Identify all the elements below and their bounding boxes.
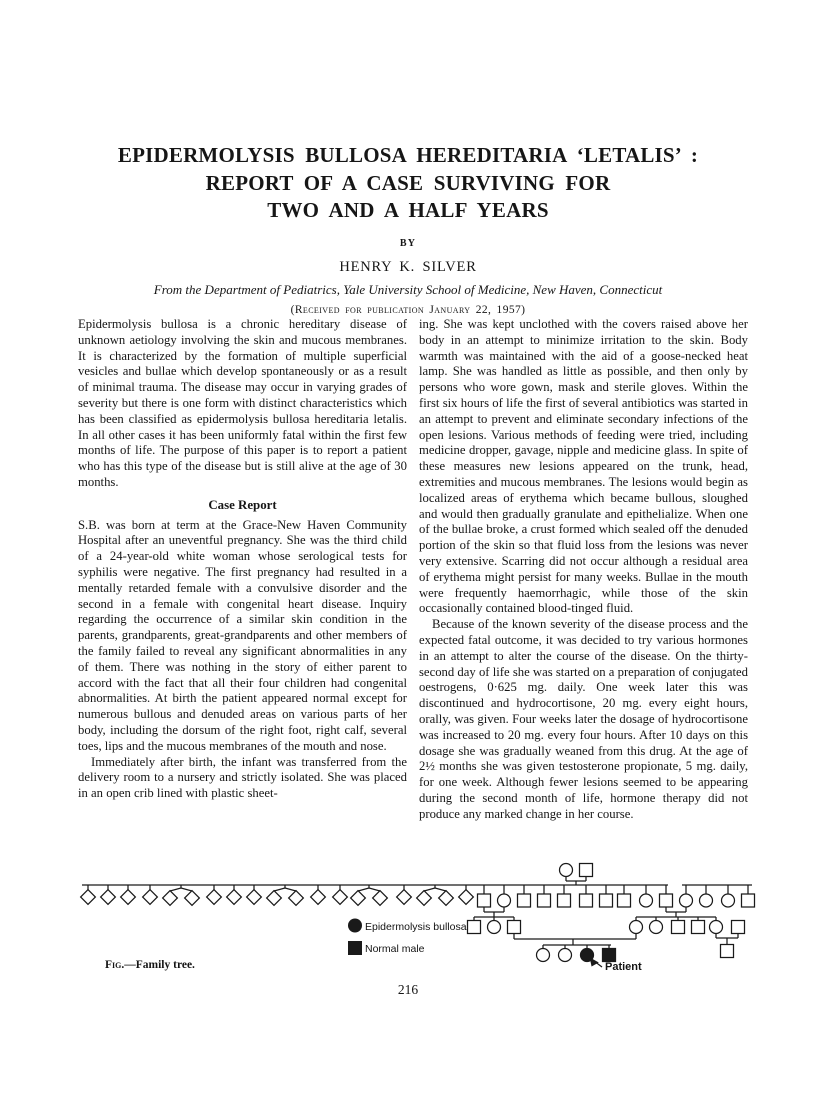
pedigree-unknown-sex [267, 891, 282, 906]
pedigree-female [680, 894, 693, 907]
figure-caption [105, 959, 195, 971]
article-title-line-2: REPORT OF A CASE SURVIVING FOR [205, 170, 611, 195]
legend-affected-circle-icon [348, 919, 362, 933]
pedigree-male [618, 894, 631, 907]
intro-paragraph: Epidermolysis bullosa is a chronic hereditary disease of unknown aetiology involving the skin and mucous membranes. It is characterized by the formation of multiple superficial vesicles and bullae which develop spontaneously or as a result of minimal trauma. The disease may occur in varying grades of severity but there is one form with distinct characteristics which has been classified as epidermolysis bullosa hereditaria letalis. In all other cases it has been uniformly fatal within the first few months of life. The purpose of this paper is to report a patient who has this type of the disease but is still alive at the age of 30 months. [78, 317, 407, 489]
pedigree-unknown-sex [247, 890, 262, 905]
hormone-therapy-paragraph: Because of the known severity of the disease process and the expected fatal outcome, it was decided to try various hormones in an attempt to alter the course of the disease. On the thirty-second day of life she was started on a preparation of conjugated oestrogens, 0·625 mg. daily. One week later this was discontinued and hydrocortisone, 20 mg. every eight hours, orally, was given. Four weeks later the dosage of hydrocortisone was increased to 20 mg. every four hours. After 10 days on this dosage she was gradually weaned from this drug. At the age of 2½ months she was given testosterone propionate, 5 mg. daily, for one week. Although fewer lesions seemed to be appearing during the second month of life, hormone therapy did not produce any marked change in her course. [419, 617, 748, 821]
pedigree-female [498, 894, 511, 907]
pedigree-female [640, 894, 653, 907]
pedigree-line [435, 888, 446, 891]
pedigree-male [672, 921, 685, 934]
pedigree-female [722, 894, 735, 907]
pedigree-male [538, 894, 551, 907]
pedigree-female [710, 921, 723, 934]
pedigree-male [732, 921, 745, 934]
pedigree-female [630, 921, 643, 934]
affiliation: From the Department of Pediatrics, Yale University School of Medicine, New Haven, Connecticut [153, 281, 663, 297]
pedigree-unknown-sex [101, 890, 116, 905]
pedigree-unknown-sex [333, 890, 348, 905]
pedigree-male [558, 894, 571, 907]
pedigree-unknown-sex [351, 891, 366, 906]
legend-normal-male-square-icon [348, 941, 362, 955]
pedigree-unknown-sex [143, 890, 158, 905]
pedigree-unknown-sex [81, 890, 96, 905]
pedigree-filled-male [603, 949, 616, 962]
pedigree-male [742, 894, 755, 907]
patient-annotation-label: Patient [605, 961, 642, 973]
pedigree-unknown-sex [163, 891, 178, 906]
pedigree-female [559, 949, 572, 962]
case-report-paragraph-2: Immediately after birth, the infant was transferred from the delivery room to a nursery and strictly isolated. She was placed in an open crib lined with plastic sheet- [78, 754, 407, 801]
received-note: (Received for publication January 22, 1957) [290, 303, 526, 316]
article-title-line-3: TWO AND A HALF YEARS [267, 198, 549, 222]
pedigree-unknown-sex [459, 890, 474, 905]
pedigree-female [560, 864, 573, 877]
pedigree-male [580, 894, 593, 907]
pedigree-unknown-sex [439, 891, 454, 906]
pedigree-male [600, 894, 613, 907]
pedigree-male [518, 894, 531, 907]
figure-caption-text: —Family tree. [124, 959, 195, 971]
pedigree-female [537, 949, 550, 962]
legend-affected-label: Epidermolysis bullosa [365, 921, 467, 933]
continuation-paragraph: ing. She was kept unclothed with the covers raised above her body in an attempt to minimize irritation to the skin. Body warmth was maintained with the aid of a goose-necked heat lamp. She was handled as little as possible, and then only by persons who wore gown, mask and sterile gloves. Within the first six hours of life the first of several antibiotics was started in an attempt to prevent and eliminate secondary infections of the open lesions. Various methods of feeding were tried, including medicine dropper, gavage, nipple and medicine glass. In spite of these measures new lesions appeared on the trunk, head, extremities and mucous membranes. The lesions would begin as localized areas of erythema which became bullous, sloughed and would then gradually granulate and epithelialize. When one of the bullae broke, a crust formed which sealed off the denuded portion of the skin so that fluid loss from the lesions was never very extensive. Scarring did not occur although a residual area of erythema might persist for many weeks. Bullae in the mouth were frequently haemorrhagic, while those of the skin occasionally contained blood-tinged fluid. [419, 317, 748, 616]
page-number: 216 [397, 982, 419, 997]
pedigree-line [369, 888, 380, 891]
pedigree-female [650, 921, 663, 934]
article-header [40, 142, 776, 316]
pedigree-unknown-sex [227, 890, 242, 905]
legend-normal-male-label: Normal male [365, 943, 425, 955]
figure-caption-label: Fig. [105, 959, 125, 971]
pedigree-female [700, 894, 713, 907]
pedigree-male [660, 894, 673, 907]
author-name: HENRY K. SILVER [339, 258, 477, 275]
pedigree-male [692, 921, 705, 934]
pedigree-male [478, 894, 491, 907]
case-report-paragraph-1: S.B. was born at term at the Grace-New Haven Community Hospital after an uneventful pregnancy. She was the third child of a 24-year-old white woman whose serological tests for syphilis were negative. The first pregnancy had resulted in a mentally retarded female with a convulsive disorder and the second in a female with congenital heart disease. Inquiry regarding the occurrence of a similar skin condition in the parents, grandparents, great-grandparents and other members of the family failed to reveal any significant abnormalities in any of them. There was nothing in the story of either parent to accord with the fact that all their four children had congenital abnormalities. At birth the patient appeared normal except for numerous bullous and denuded areas on various parts of her body, including the dorsum of the right foot, right calf, several toes, lips and the mucous membranes of the mouth and nose. [78, 517, 407, 753]
pedigree-male [721, 945, 734, 958]
pedigree-unknown-sex [397, 890, 412, 905]
byline-label: BY [399, 237, 417, 249]
family-tree-figure [78, 860, 816, 984]
pedigree-male [468, 921, 481, 934]
pedigree-line [358, 888, 369, 891]
pedigree-line [274, 888, 285, 891]
pedigree-male [508, 921, 521, 934]
pedigree-line [181, 888, 192, 891]
article-body [78, 317, 748, 823]
left-column [78, 317, 407, 823]
pedigree-unknown-sex [207, 890, 222, 905]
pedigree-unknown-sex [417, 891, 432, 906]
article-title-line-1: EPIDERMOLYSIS BULLOSA HEREDITARIA ‘LETALIS’ : [117, 143, 699, 167]
right-column [419, 317, 748, 823]
pedigree-unknown-sex [373, 891, 388, 906]
section-heading-case-report: Case Report [208, 497, 277, 512]
pedigree-line [170, 888, 181, 891]
pedigree-unknown-sex [121, 890, 136, 905]
patient-arrow-head-icon [591, 959, 598, 966]
pedigree-line [424, 888, 435, 891]
pedigree-unknown-sex [185, 891, 200, 906]
pedigree-male [580, 864, 593, 877]
pedigree-female [488, 921, 501, 934]
pedigree-unknown-sex [311, 890, 326, 905]
pedigree-unknown-sex [289, 891, 304, 906]
pedigree-line [285, 888, 296, 891]
